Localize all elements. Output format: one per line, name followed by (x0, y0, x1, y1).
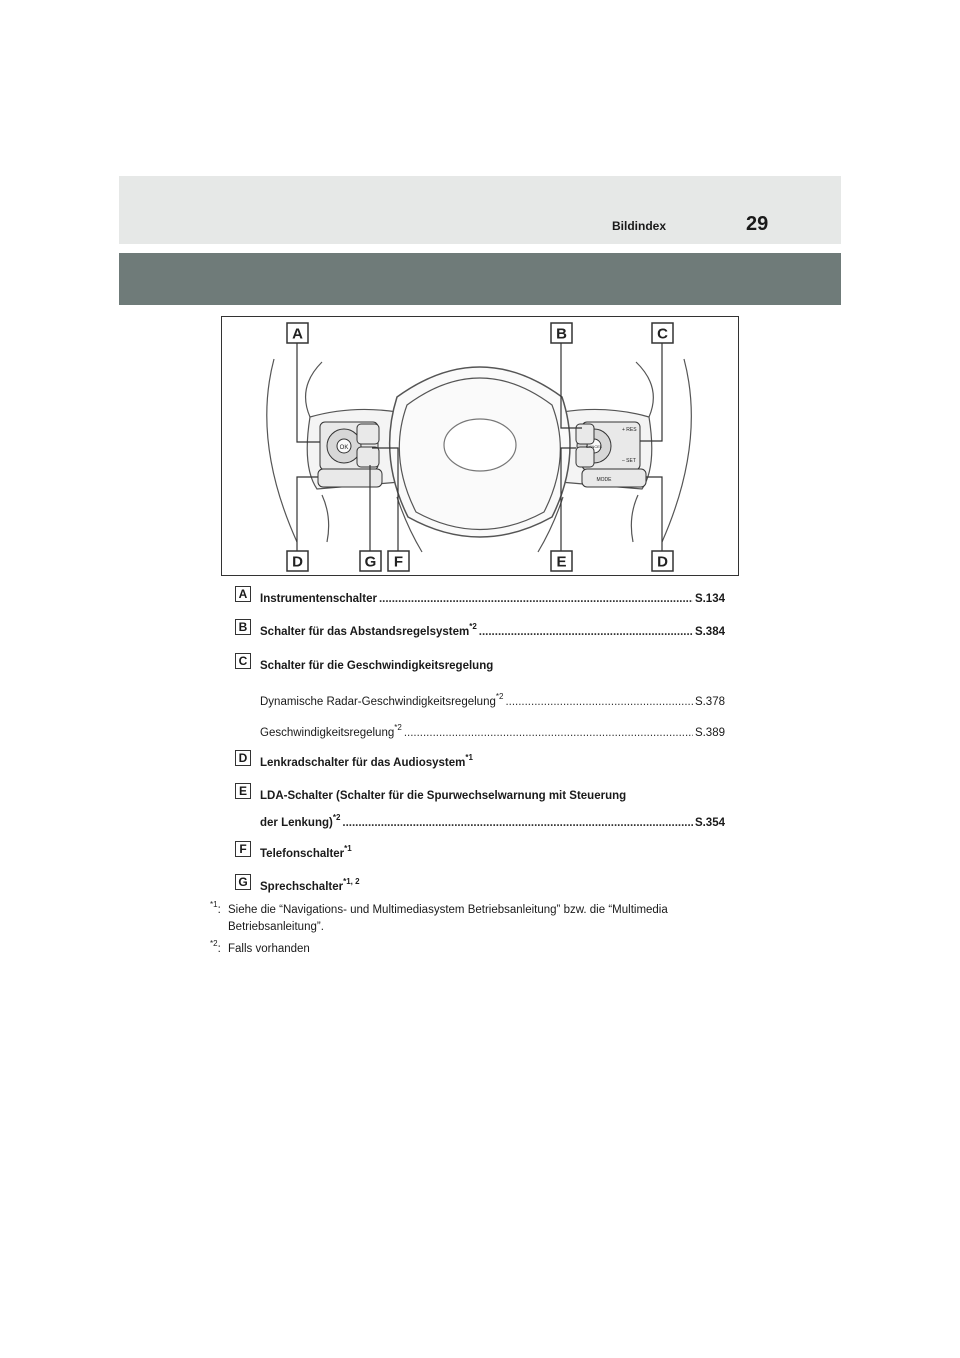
footnote-mark: *1 (465, 753, 473, 763)
emblem (444, 419, 516, 471)
set-label: – SET (622, 458, 636, 464)
footnote-text: Siehe die “Navigations- und Multimediasystem Betriebsanleitung” bzw. die “Multimedia Betriebsanleitung”. (228, 904, 668, 933)
item-label: Telefonschalter (260, 848, 345, 860)
ok-label: OK (339, 445, 349, 451)
callout-g: G (364, 553, 377, 571)
page-ref: S.389 (694, 727, 725, 739)
badge-a: A (235, 586, 251, 602)
callout-f: F (393, 553, 404, 571)
page-ref: S.354 (694, 817, 725, 829)
res-label: + RES (622, 427, 637, 433)
footnote-mark: *1 (344, 844, 352, 854)
sub-item-label: Geschwindigkeitsregelung (260, 727, 395, 739)
footnote (210, 902, 730, 936)
footnote-text: Falls vorhanden (228, 943, 310, 955)
dot-leader (505, 695, 693, 709)
list-item (235, 783, 725, 803)
footnote-marker: *2 (210, 939, 218, 949)
dot-leader (479, 625, 693, 639)
header-band (119, 253, 841, 305)
dot-leader (342, 816, 693, 830)
item-label: Sprechschalter (260, 881, 344, 893)
footnote-colon: : (217, 904, 221, 916)
footnote-colon: : (217, 943, 221, 955)
steering-wheel-figure (221, 316, 739, 576)
item-label: Instrumentenschalter (260, 593, 377, 605)
list-item (235, 586, 725, 606)
badge-c: C (235, 653, 251, 669)
page-number: 29 (746, 213, 769, 235)
section-title: Bildindex (612, 219, 667, 233)
page-ref: S.378 (694, 696, 725, 708)
list-item (235, 619, 725, 639)
footnote-mark: *2 (495, 692, 504, 702)
callout-e: E (556, 553, 567, 571)
page-ref: S.134 (694, 593, 725, 605)
left-switch-cluster (318, 422, 382, 487)
list-item (235, 653, 725, 673)
rim-left-outer (267, 359, 297, 542)
callout-b: B (556, 325, 567, 343)
dot-leader (404, 726, 693, 740)
sub-item-label: Dynamische Radar-Geschwindigkeitsregelung (260, 696, 496, 708)
header-top-band (119, 176, 841, 244)
footnote-mark: *1, 2 (343, 877, 360, 887)
dot-leader (379, 592, 693, 606)
footnote-mark: *2 (469, 622, 477, 632)
callout-d-left: D (292, 553, 303, 571)
cancel-label: CANCEL (585, 444, 603, 449)
footnote-mark: *2 (332, 813, 341, 823)
footnote-marker: *1 (210, 900, 218, 910)
page-ref: S.384 (694, 626, 725, 638)
badge-g: G (235, 874, 251, 890)
item-label: Schalter für die Geschwindigkeitsregelung (260, 660, 494, 672)
badge-e: E (235, 783, 251, 799)
steering-wheel-illustration (222, 317, 738, 575)
item-label-continued: der Lenkung) (260, 817, 333, 829)
badge-d: D (235, 750, 251, 766)
item-label: LDA-Schalter (Schalter für die Spurwechselwarnung mit Steuerung (260, 790, 627, 802)
footnote (210, 941, 730, 958)
rim-right-outer (662, 359, 691, 542)
callout-a: A (292, 325, 303, 343)
list-item (235, 874, 725, 894)
badge-f: F (235, 841, 251, 857)
callout-d-right: D (657, 553, 668, 571)
footnote-mark: *2 (394, 723, 402, 733)
mode-label: MODE (596, 477, 612, 483)
badge-b: B (235, 619, 251, 635)
callout-c: C (657, 325, 668, 343)
item-label: Schalter für das Abstandsregelsystem (260, 626, 470, 638)
list-item (235, 841, 725, 861)
list-item (235, 750, 725, 770)
item-label: Lenkradschalter für das Audiosystem (260, 757, 466, 769)
